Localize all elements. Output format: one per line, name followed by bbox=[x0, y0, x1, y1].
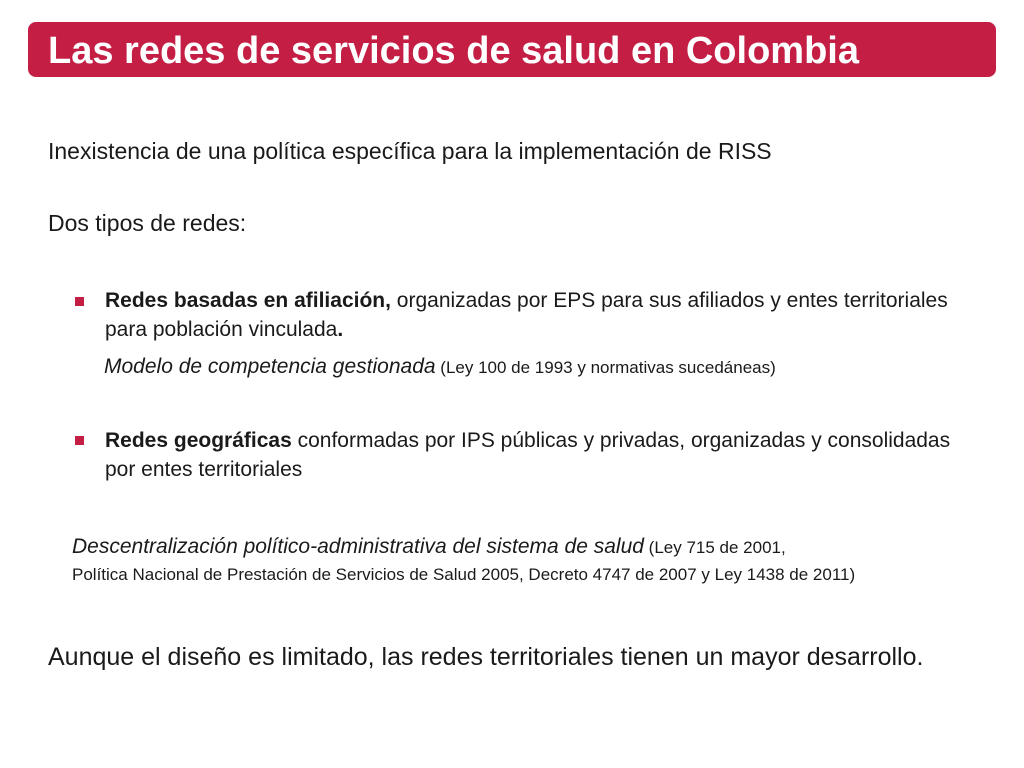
bullet-affiliation-text: organizadas por EPS para sus afiliados y entes territoriales para población vinculada bbox=[105, 289, 948, 341]
bullet-geographic bbox=[105, 426, 985, 484]
decentralization-ref-rest: Política Nacional de Prestación de Servicios de Salud 2005, Decreto 4747 de 2007 y Ley 1438 de 2011) bbox=[72, 565, 856, 584]
model-ref: (Ley 100 de 1993 y normativas sucedáneas) bbox=[435, 358, 776, 377]
types-heading: Dos tipos de redes: bbox=[48, 210, 247, 236]
model-italic: Modelo de competencia gestionada bbox=[104, 355, 436, 378]
decentralization-text bbox=[72, 534, 972, 588]
bullet-square-icon bbox=[75, 297, 84, 306]
decentralization-italic: Descentralización político-administrativa del sistema de salud bbox=[72, 535, 644, 558]
slide-title: Las redes de servicios de salud en Colombia bbox=[48, 30, 859, 72]
conclusion-text: Aunque el diseño es limitado, las redes territoriales tienen un mayor desarrollo. bbox=[48, 643, 924, 671]
bullet-geographic-bold: Redes geográficas bbox=[105, 429, 292, 452]
bullet-affiliation-bold: Redes basadas en afiliación, bbox=[105, 289, 391, 312]
bullet-geographic-text: conformadas por IPS públicas y privadas, organizadas y consolidadas por entes territoriales bbox=[105, 429, 951, 481]
model-line bbox=[104, 353, 776, 382]
decentralization-ref-lead: (Ley 715 de 2001, bbox=[643, 538, 786, 557]
intro-text: Inexistencia de una política específica para la implementación de RISS bbox=[48, 138, 772, 164]
bullet-affiliation-period: . bbox=[337, 318, 344, 341]
bullet-square-icon bbox=[75, 436, 84, 445]
bullet-affiliation bbox=[105, 286, 985, 344]
